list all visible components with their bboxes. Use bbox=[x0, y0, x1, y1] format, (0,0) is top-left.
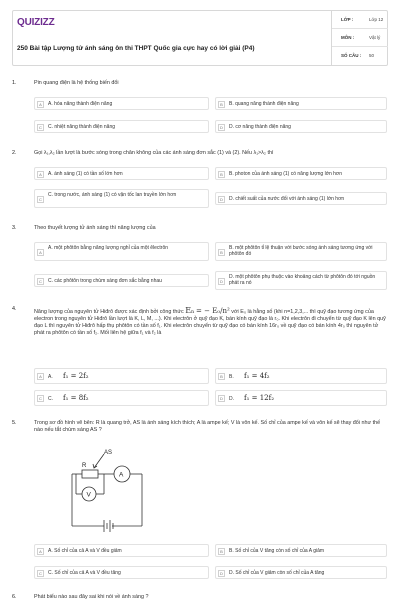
question-count-label: SỐ CÂU : bbox=[341, 53, 362, 58]
option-letter: A bbox=[37, 171, 44, 178]
question-text-body: với E₀ là hằng số (khi n=1,2,3,... thì quỹ đạo tương ứng của electron trong nguyên tử Hiđrô lần lượt là K, L, M, ...). Khi electrôn ở quỹ đạo K, bán kính quỹ đạo là r₀. Khi electrôn đi chuyển từ quỹ đạo K lên quỹ đạo L thì nguyên tử Hiđrô hấp thụ phôtôn có tần số f₁. Khi electrôn chuyển từ quỹ đạo có bán kính 16r₀ về quỹ đạo có bán kính 4r₀ thì nguyên tử phát ra phôtôn có tần số f₂. Mối liên hệ giữa f₁ và f₂ là bbox=[34, 309, 386, 336]
option-c[interactable] bbox=[34, 274, 209, 287]
option-formula: f₁ = 12f₂ bbox=[244, 394, 275, 402]
option-letter: D bbox=[218, 196, 225, 203]
worksheet-title: 250 Bài tập Lượng tử ánh sáng ôn thi THPT Quốc gia cực hay có lời giải (P4) bbox=[17, 45, 255, 52]
question-1 bbox=[12, 80, 388, 136]
option-c[interactable] bbox=[34, 120, 209, 133]
option-text: B. một phôtôn tỉ lệ thuận với bước sóng ánh sáng tương ứng với phôtôn đó bbox=[229, 245, 373, 258]
worksheet-meta bbox=[331, 11, 388, 65]
option-c[interactable] bbox=[34, 390, 209, 406]
subject-value: Vật lý bbox=[369, 35, 381, 40]
option-d[interactable] bbox=[215, 390, 387, 406]
option-letter: C bbox=[37, 395, 44, 402]
option-formula: f₁ = 4f₂ bbox=[244, 372, 270, 380]
option-text: A. bbox=[48, 374, 53, 380]
option-a[interactable] bbox=[34, 167, 209, 180]
question-text: Trong sơ đồ hình vẽ bên: R là quang trở, AS là ánh sáng kích thích; A là ampe kế; V là vôn kế. Số chỉ của ampe kế và vôn kế sẽ thay đổi như thế nào nếu tắt chùm sáng AS ? bbox=[34, 420, 381, 433]
question-3 bbox=[12, 225, 388, 295]
option-letter: D bbox=[218, 278, 225, 285]
option-b[interactable] bbox=[215, 167, 387, 180]
option-formula: f₁ = 2f₂ bbox=[63, 372, 89, 380]
option-text: D. một phôtôn phụ thuộc vào khoảng cách từ phôtôn đó tới nguồn phát ra nó bbox=[229, 274, 376, 287]
option-letter: C bbox=[37, 196, 44, 203]
question-text: Phát biểu nào sau đây sai khi nói về ánh sáng ? bbox=[34, 594, 149, 600]
question-number: 3. bbox=[12, 225, 17, 231]
option-letter: A bbox=[37, 249, 44, 256]
option-letter: C bbox=[37, 278, 44, 285]
option-text: D. chiết suất của nước đối với ánh sáng (1) lớn hơn bbox=[229, 196, 345, 202]
option-letter: A bbox=[37, 101, 44, 108]
question-text: Gọi λ₁,λ₂ lần lượt là bước sóng trong chân không của các ánh sáng đơn sắc (1) và (2). Nếu λ₁>λ₂ thì bbox=[34, 150, 274, 156]
question-5 bbox=[12, 420, 388, 585]
question-2 bbox=[12, 150, 388, 212]
option-text: B. Số chỉ của V tăng còn số chỉ của A giảm bbox=[229, 548, 325, 554]
option-letter: B bbox=[218, 171, 225, 178]
option-letter: D bbox=[218, 570, 225, 577]
option-letter: D bbox=[218, 124, 225, 131]
class-value: Lớp 12 bbox=[369, 17, 384, 22]
formula-rhs: = − E₀/n² bbox=[196, 307, 230, 315]
question-text-intro: Năng lượng của nguyên tử Hiđrô được xác định bởi công thức bbox=[34, 309, 184, 315]
circuit-diagram bbox=[62, 446, 152, 541]
option-letter: B bbox=[218, 101, 225, 108]
option-text: A. hóa năng thành điện năng bbox=[48, 101, 113, 107]
question-number: 4. bbox=[12, 306, 17, 312]
option-text: A. Số chỉ của cả A và V đều giảm bbox=[48, 548, 122, 554]
option-d[interactable] bbox=[215, 271, 387, 290]
meta-row-count bbox=[332, 47, 388, 65]
option-text: C. trong nước, ánh sáng (1) có vận tốc lan truyền lớn hơn bbox=[48, 192, 177, 198]
option-letter: B bbox=[218, 249, 225, 256]
option-text: B. photon của ánh sáng (1) có năng lượng lớn hơn bbox=[229, 171, 342, 177]
option-letter: B bbox=[218, 373, 225, 380]
question-6 bbox=[12, 594, 388, 600]
option-formula: f₁ = 8f₂ bbox=[63, 394, 89, 402]
question-text: Theo thuyết lượng tử ánh sáng thì năng lượng của bbox=[34, 225, 156, 231]
as-label: AS bbox=[104, 450, 113, 456]
option-a[interactable] bbox=[34, 242, 209, 261]
option-b[interactable] bbox=[215, 97, 387, 110]
option-d[interactable] bbox=[215, 566, 387, 579]
question-text bbox=[34, 306, 386, 336]
class-label: LỚP : bbox=[341, 17, 354, 22]
option-c[interactable] bbox=[34, 189, 209, 208]
option-text: D. bbox=[229, 396, 234, 402]
option-text: C. Số chỉ của cả A và V đều tăng bbox=[48, 570, 121, 576]
meta-row-subject bbox=[332, 29, 388, 47]
question-number: 1. bbox=[12, 80, 17, 86]
question-count-value: 50 bbox=[369, 53, 375, 58]
question-number: 6. bbox=[12, 594, 17, 600]
meta-row-class bbox=[332, 11, 388, 29]
voltmeter-label: V bbox=[86, 491, 91, 499]
formula-lhs: Eₙ bbox=[185, 306, 195, 315]
option-letter: A bbox=[37, 373, 44, 380]
option-a[interactable] bbox=[34, 368, 209, 384]
r-label: R bbox=[82, 463, 87, 469]
option-d[interactable] bbox=[215, 120, 387, 133]
option-letter: C bbox=[37, 124, 44, 131]
option-text: C. nhiệt năng thành điện năng bbox=[48, 124, 115, 130]
option-letter: C bbox=[37, 570, 44, 577]
worksheet-header bbox=[12, 10, 388, 66]
option-d[interactable] bbox=[215, 192, 387, 205]
option-text: B. bbox=[229, 374, 234, 380]
option-b[interactable] bbox=[215, 242, 387, 261]
option-b[interactable] bbox=[215, 544, 387, 557]
ammeter-label: A bbox=[119, 471, 124, 479]
option-a[interactable] bbox=[34, 97, 209, 110]
option-c[interactable] bbox=[34, 566, 209, 579]
question-4 bbox=[12, 306, 388, 410]
option-letter: A bbox=[37, 548, 44, 555]
option-text: A. ánh sáng (1) có tần số lớn hơn bbox=[48, 171, 123, 177]
option-letter: D bbox=[218, 395, 225, 402]
option-text: C. bbox=[48, 396, 53, 402]
option-text: B. quang năng thành điện năng bbox=[229, 101, 299, 107]
quizizz-logo: QUIZIZZ bbox=[17, 17, 55, 28]
option-text: A. một phôtôn bằng năng lượng nghỉ của một êlectrôn bbox=[48, 245, 169, 251]
option-text: C. các phôtôn trong chùm sáng đơn sắc bằng nhau bbox=[48, 278, 162, 284]
option-text: D. cơ năng thành điện năng bbox=[229, 124, 291, 130]
option-text: D. Số chỉ của V giảm còn số chỉ của A tăng bbox=[229, 570, 325, 576]
option-a[interactable] bbox=[34, 544, 209, 557]
question-text: Pin quang điện là hệ thống biến đổi bbox=[34, 80, 119, 86]
subject-label: MÔN : bbox=[341, 35, 355, 40]
question-number: 5. bbox=[12, 420, 17, 426]
photoresistor-r bbox=[82, 470, 98, 478]
question-number: 2. bbox=[12, 150, 17, 156]
option-b[interactable] bbox=[215, 368, 387, 384]
option-letter: B bbox=[218, 548, 225, 555]
